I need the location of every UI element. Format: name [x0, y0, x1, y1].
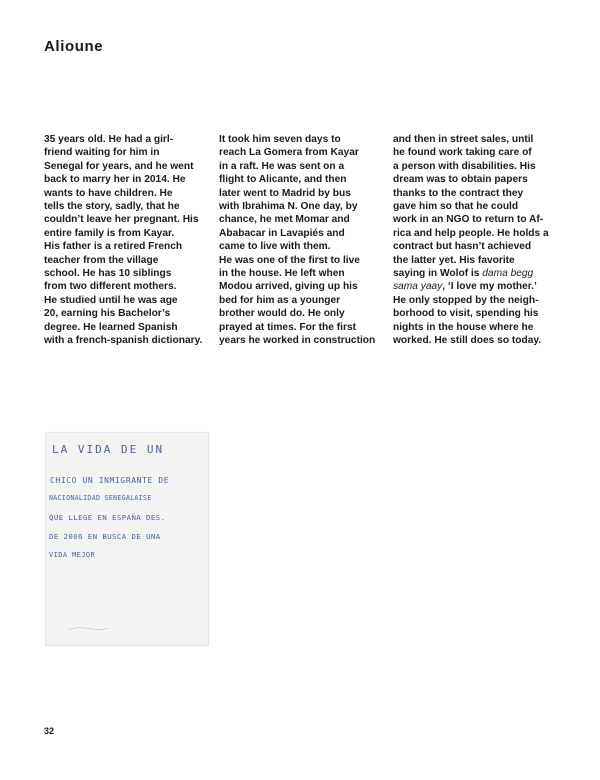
text-line: from two different mothers.	[44, 281, 177, 293]
text-line: teacher from the village	[44, 254, 159, 266]
text-line: tells the story, sadly, that he	[44, 201, 180, 213]
text-line: prayed at times. For the first	[219, 321, 356, 333]
handwritten-line: VIDA MEJOR	[49, 551, 96, 559]
text-line: gave him so that he could	[393, 201, 519, 213]
handwriting	[46, 433, 208, 645]
handwritten-note-image	[45, 432, 209, 646]
text-line: 20, earning his Bachelor’s	[44, 308, 171, 320]
text-line: the latter yet. His favorite	[393, 254, 515, 266]
text-fragment: saying in Wolof is	[393, 268, 483, 280]
text-line: rica and help people. He holds a	[393, 227, 549, 239]
text-line: in the house. He left when	[219, 268, 345, 280]
text-column-1	[44, 133, 216, 348]
text-line-mixed	[393, 267, 565, 280]
text-line: brother would do. He only	[219, 308, 345, 320]
wolof-phrase: sama yaay	[393, 281, 443, 293]
text-line-mixed	[393, 280, 565, 293]
text-column-2	[219, 133, 391, 348]
text-line: work in an NGO to return to Af-	[393, 214, 544, 226]
text-line: wants to have children. He	[44, 187, 173, 199]
handwritten-line: CHICO UN INMIGRANTE DE	[50, 476, 170, 485]
text-line: bed for him as a younger	[219, 294, 341, 306]
text-line: reach La Gomera from Kayar	[219, 147, 359, 159]
text-line: worked. He still does so today.	[393, 335, 542, 347]
handwritten-line: DE 2006 EN BUSCA DE UNA	[49, 532, 161, 541]
handwritten-line: LA VIDA DE UN	[52, 443, 165, 456]
page-title: Alioune	[44, 38, 104, 55]
text-line: thanks to the contract they	[393, 187, 524, 199]
text-line: Ababacar in Lavapiés and	[219, 227, 345, 239]
text-line: contract but hasn’t achieved	[393, 241, 532, 253]
text-line: Senegal for years, and he went	[44, 160, 194, 172]
text-line: and then in street sales, until	[393, 134, 534, 145]
text-line: degree. He learned Spanish	[44, 321, 178, 333]
wolof-phrase: dama begg	[482, 268, 534, 280]
text-line: dream was to obtain papers	[393, 174, 528, 186]
text-line: borhood to visit, spending his	[393, 308, 539, 320]
text-fragment: , ‘I love my mother.’	[442, 281, 537, 293]
text-line: He was one of the first to live	[219, 254, 360, 266]
text-line: with a french-spanish dictionary.	[44, 335, 203, 347]
text-line: years he worked in construction	[219, 335, 376, 347]
text-line: 35 years old. He had a girl-	[44, 134, 174, 145]
text-column-3	[393, 133, 565, 348]
text-line: friend waiting for him in	[44, 147, 160, 159]
handwritten-line: NACIONALIDAD SENEGALAISE	[49, 494, 152, 502]
text-line: It took him seven days to	[219, 134, 341, 145]
text-line: He studied until he was age	[44, 294, 178, 306]
text-line: with Ibrahima N. One day, by	[219, 201, 358, 213]
text-line: couldn’t leave her pregnant. His	[44, 214, 199, 226]
text-line: Modou arrived, giving up his	[219, 281, 358, 293]
text-line: a person with disabilities. His	[393, 160, 536, 172]
text-line: chance, he met Momar and	[219, 214, 350, 226]
text-line: His father is a retired French	[44, 241, 183, 253]
page-number: 32	[44, 726, 55, 736]
text-line: nights in the house where he	[393, 321, 534, 333]
text-line: later went to Madrid by bus	[219, 187, 351, 199]
text-line: he found work taking care of	[393, 147, 532, 159]
pencil-mark-icon	[46, 433, 208, 645]
text-line: entire family is from Kayar.	[44, 227, 175, 239]
text-line: school. He has 10 siblings	[44, 268, 172, 280]
text-line: in a raft. He was sent on a	[219, 160, 345, 172]
handwritten-line: QUE LLEGE EN ESPAÑA DES.	[49, 513, 166, 522]
text-line: back to marry her in 2014. He	[44, 174, 186, 186]
text-line: flight to Alicante, and then	[219, 174, 347, 186]
text-line: came to live with them.	[219, 241, 331, 253]
text-line: He only stopped by the neigh-	[393, 294, 539, 306]
